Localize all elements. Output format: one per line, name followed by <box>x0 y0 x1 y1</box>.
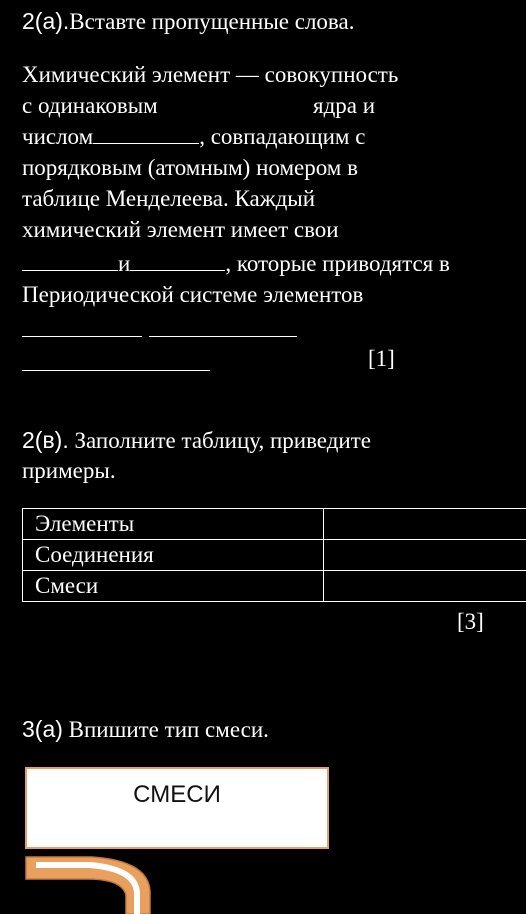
q2a-text: с одинаковым <box>22 93 158 118</box>
q2a-text: , которые приводятся в <box>225 251 450 276</box>
q2a-number: 2(а). <box>22 8 70 34</box>
answer-blank[interactable] <box>22 370 210 371</box>
q2b-heading <box>22 427 371 454</box>
q2a-line-4: порядковым (атомным) номером в <box>22 155 358 180</box>
q2a-marks: [1] <box>368 346 395 371</box>
answer-cell[interactable] <box>324 509 526 540</box>
classification-table <box>22 508 526 602</box>
answer-blank[interactable] <box>149 336 297 337</box>
answer-cell[interactable] <box>324 540 526 571</box>
answer-blank[interactable] <box>93 125 199 144</box>
q2a-line-5: таблице Менделеева. Каждый <box>22 186 316 211</box>
answer-blank[interactable] <box>130 252 225 271</box>
q2b-number: 2(в). <box>22 427 69 453</box>
q2a-line-7 <box>22 251 450 277</box>
q2b-instruction-cont: примеры. <box>22 458 116 483</box>
q2b-instruction: Заполните таблицу, приведите <box>74 428 371 453</box>
q2a-line-2b: ядра и <box>313 93 376 118</box>
row-label: Элементы <box>23 509 324 540</box>
table-row <box>23 540 526 571</box>
q2a-instruction: Вставте пропущенные слова. <box>69 9 355 34</box>
q2a-heading <box>22 8 354 35</box>
answer-blank[interactable] <box>22 252 118 271</box>
q2a-text: , совпадающим с <box>199 124 366 149</box>
row-label: Соединения <box>23 540 324 571</box>
table-row <box>23 509 526 540</box>
q2a-text: числом <box>22 124 94 149</box>
mixtures-box <box>25 767 329 849</box>
q2a-line-8: Периодической системе элементов <box>22 282 364 307</box>
arc-connector-icon <box>22 853 157 914</box>
q2a-line-6: химический элемент имеет свои <box>22 217 339 242</box>
q2a-line-3 <box>22 124 365 150</box>
answer-cell[interactable] <box>324 571 526 602</box>
q3a-instruction: Впишите тип смеси. <box>68 717 269 742</box>
table-row <box>23 571 526 602</box>
q2b-marks: [3] <box>457 609 484 634</box>
q2a-line-1: Химический элемент — совокупность <box>22 62 399 87</box>
q2a-line-2 <box>22 93 158 119</box>
q3a-heading <box>22 716 269 743</box>
mixtures-box-label: СМЕСИ <box>133 781 221 808</box>
row-label: Смеси <box>23 571 324 602</box>
q2a-text: и <box>118 251 131 276</box>
q3a-number: 3(а) <box>22 716 63 742</box>
answer-blank[interactable] <box>22 336 142 337</box>
